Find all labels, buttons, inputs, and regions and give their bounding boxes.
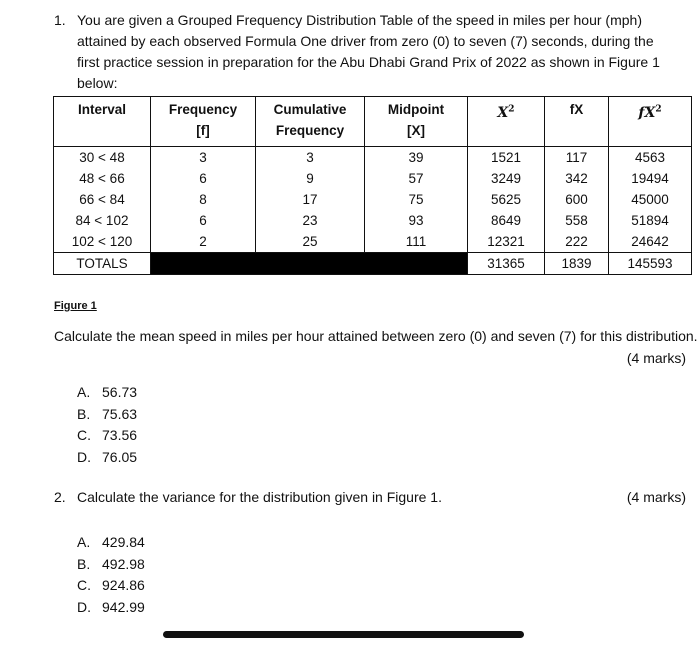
option-d[interactable]: D. 76.05: [77, 448, 138, 465]
cell-x-squared: 1521: [468, 147, 545, 169]
header-cumulative-frequency: Cumulative Frequency: [256, 97, 365, 147]
cell-midpoint: 57: [365, 168, 468, 189]
option-b[interactable]: B. 492.98: [77, 555, 145, 572]
cell-fx-squared: 4563: [609, 147, 692, 169]
blacked-out-cells: [151, 253, 468, 275]
options-list-2: [77, 532, 145, 618]
question-1-text: You are given a Grouped Frequency Distribution Table of the speed in miles per hour (mph) attained by each observed Formula One driver from zero (0) to seven (7) seconds, during the first practice session in preparation for the Abu Dhabi Grand Prix of 2022 as shown in Figure 1 below:: [77, 12, 660, 91]
total-x-squared: 31365: [468, 253, 545, 275]
total-fx: 1839: [545, 253, 609, 275]
table-row: [54, 189, 692, 210]
option-a[interactable]: A. 56.73: [77, 384, 138, 400]
cell-interval: 102 < 120: [54, 231, 151, 253]
header-x-squared: $X^2$: [468, 97, 545, 147]
header-midpoint: Midpoint [X]: [365, 97, 468, 147]
frequency-table: [53, 96, 692, 275]
table-row: [54, 231, 692, 253]
total-fx-squared: 145593: [609, 253, 692, 275]
cell-cumulative: 17: [256, 189, 365, 210]
cell-interval: 30 < 48: [54, 147, 151, 169]
table-header-row: [54, 97, 692, 147]
cell-fx-squared: 19494: [609, 168, 692, 189]
table-row: [54, 210, 692, 231]
table-row: [54, 168, 692, 189]
cell-x-squared: 5625: [468, 189, 545, 210]
home-indicator-bar: [163, 631, 524, 638]
option-b[interactable]: B. 75.63: [77, 405, 138, 422]
question-2-number: 2.: [54, 489, 66, 505]
cell-fx: 222: [545, 231, 609, 253]
cell-frequency: 8: [151, 189, 256, 210]
header-interval: Interval: [54, 97, 151, 147]
cell-cumulative: 9: [256, 168, 365, 189]
cell-frequency: 6: [151, 210, 256, 231]
marks-label-2: (4 marks): [626, 489, 686, 505]
cell-cumulative: 25: [256, 231, 365, 253]
cell-interval: 84 < 102: [54, 210, 151, 231]
cell-frequency: 6: [151, 168, 256, 189]
header-frequency: Frequency [f]: [151, 97, 256, 147]
question-2: [54, 489, 442, 505]
calc-prompt: Calculate the mean speed in miles per hour attained between zero (0) and seven (7) for this distribution.: [54, 328, 698, 344]
cell-interval: 48 < 66: [54, 168, 151, 189]
figure-label: Figure 1: [54, 300, 97, 312]
table-row: [54, 147, 692, 169]
cell-fx: 342: [545, 168, 609, 189]
cell-cumulative: 23: [256, 210, 365, 231]
cell-x-squared: 3249: [468, 168, 545, 189]
totals-row: [54, 253, 692, 275]
cell-fx: 558: [545, 210, 609, 231]
cell-frequency: 2: [151, 231, 256, 253]
cell-midpoint: 111: [365, 231, 468, 253]
option-d[interactable]: D. 942.99: [77, 598, 145, 615]
cell-fx: 600: [545, 189, 609, 210]
cell-fx-squared: 24642: [609, 231, 692, 253]
cell-fx-squared: 51894: [609, 210, 692, 231]
header-fx-squared: $fX^2$: [609, 97, 692, 147]
question-2-text: Calculate the variance for the distribution given in Figure 1.: [77, 489, 442, 505]
cell-cumulative: 3: [256, 147, 365, 169]
header-fx: fX: [545, 97, 609, 147]
cell-fx-squared: 45000: [609, 189, 692, 210]
cell-interval: 66 < 84: [54, 189, 151, 210]
cell-frequency: 3: [151, 147, 256, 169]
options-list-1: [77, 382, 137, 468]
cell-midpoint: 93: [365, 210, 468, 231]
cell-x-squared: 8649: [468, 210, 545, 231]
option-c[interactable]: C. 73.56: [77, 427, 138, 443]
option-c[interactable]: C. 924.86: [77, 577, 145, 593]
option-a[interactable]: A. 429.84: [77, 534, 145, 550]
question-1-number: 1.: [54, 12, 66, 28]
cell-x-squared: 12321: [468, 231, 545, 253]
cell-midpoint: 39: [365, 147, 468, 169]
marks-label-1: (4 marks): [626, 350, 686, 366]
cell-midpoint: 75: [365, 189, 468, 210]
cell-fx: 117: [545, 147, 609, 169]
totals-label: TOTALS: [54, 253, 151, 275]
